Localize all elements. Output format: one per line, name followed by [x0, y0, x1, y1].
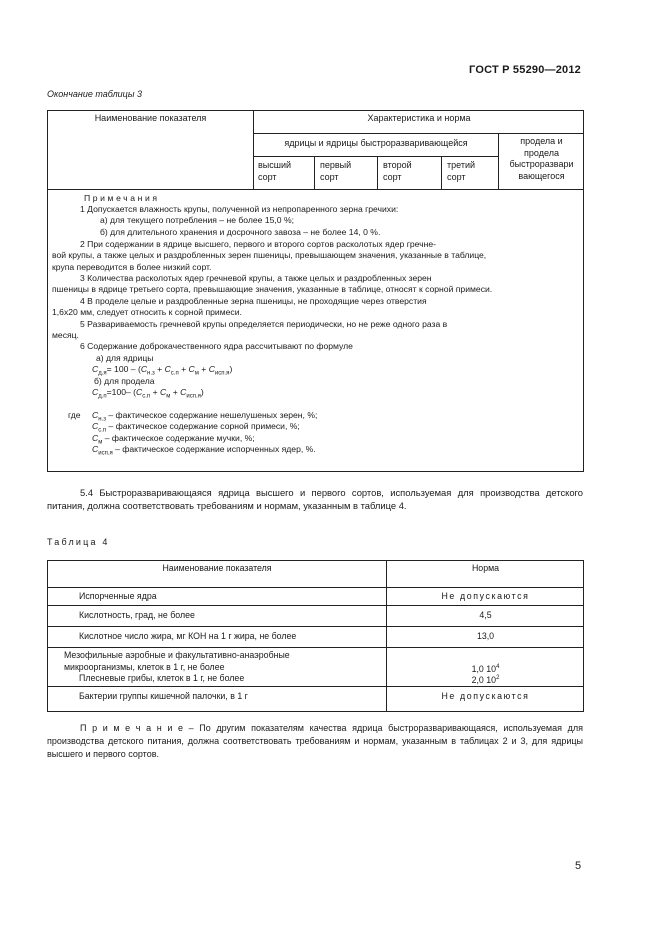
t3-grade-4 [447, 159, 475, 183]
t3-grade-3 [383, 159, 412, 183]
formula-symbol: C [159, 387, 167, 397]
formula-text: = 100 – ( [106, 364, 141, 374]
t4-row-norm: 13,0 [476, 631, 495, 641]
formula-symbol: C [164, 364, 171, 374]
t3-prodel-line4: вающегося [518, 170, 565, 181]
note-4a: 4 В проделе целые и раздробленные зерна пшеницы, не проходящие через отверстия [80, 296, 427, 306]
formula-sub: н.з [98, 416, 106, 423]
formula-symbol: C [136, 387, 143, 397]
note-6: 6 Содержание доброкачественного ядра рассчитывают по формуле [80, 341, 353, 351]
note-5a: 5 Развариваемость гречневой крупы определяется периодически, но не реже одного раза в [80, 319, 448, 329]
def-text: – фактическое содержание нешелушеных зерен, %; [108, 410, 318, 420]
def-text: – фактическое содержание сорной примеси, %; [108, 421, 300, 431]
grade-label: сорт [447, 172, 466, 182]
t3-prodel-line1: продела и [520, 136, 563, 146]
table3 [47, 110, 584, 472]
t4-col-name: Наименование показателя [162, 563, 272, 573]
table4-caption: Таблица 4 [47, 537, 110, 547]
t3-col-char: Характеристика и норма [367, 113, 471, 123]
t4-hline [48, 647, 584, 648]
t4-hline-head [48, 587, 584, 588]
where-label: где [68, 410, 81, 420]
t4-row-name-line1: Мезофильные аэробные и факультативно-анаэробные [64, 650, 290, 660]
formula-sub: исп.я [186, 393, 201, 400]
t3-vline-g2 [377, 156, 378, 189]
formula-sub: исп.я [98, 450, 113, 457]
t4-row-name: Плесневые грибы, клеток в 1 г, не более [79, 673, 245, 683]
t3-grade-2 [320, 159, 351, 183]
t4-row-norm: Не допускаются [441, 591, 530, 601]
formula-symbol: C [140, 364, 148, 374]
t3-col-name: Наименование показателя [94, 113, 207, 123]
t4-row-name: Бактерии группы кишечной палочки, в 1 г [79, 691, 248, 701]
formula-symbol: C [208, 364, 215, 374]
t4-row-name: Кислотность, град, не более [79, 610, 195, 620]
t3-hline-sub [253, 156, 498, 157]
formula-text: ) [229, 364, 233, 374]
t3-prodel-line3: быстроразвари [509, 159, 574, 169]
formula-sub: д.я [98, 370, 107, 377]
note-1a: а) для текущего потребления – не более 15,0 %; [100, 215, 294, 225]
table4 [47, 560, 584, 712]
norm-exponent: 4 [496, 664, 500, 670]
formula-symbol: C [188, 364, 195, 374]
t4-row-name: Испорченные ядра [79, 591, 157, 601]
formula-sub: с.п [98, 427, 107, 434]
formula-sub: с.п [142, 393, 151, 400]
formula-sub: м [166, 393, 171, 400]
t4-hline [48, 686, 584, 687]
note-4b: 1,6х20 мм, следует относить к сорной примеси. [52, 307, 242, 317]
formula-kernel [92, 364, 232, 377]
paragraph-text: 5.4 Быстроразваривающаяся ядрица высшего и первого сортов, используемая для производства детского питания, должна соответствовать требованиям и нормам, указанным в таблице 4. [47, 487, 583, 511]
note-text: П р и м е ч а н и е – По другим показателям качества ядрица быстроразваривающаяся, используемая для производства детского питания, должна соответствовать требованиям и нормам, указанным в таблицах 2 и 3, для ядрицы высшего и первого сортов. [47, 723, 583, 759]
grade-label: сорт [320, 172, 339, 182]
formula-symbol: C [92, 410, 99, 420]
grade-label: высший [258, 160, 292, 170]
formula-text: ) [200, 387, 204, 397]
grade-label: сорт [383, 172, 402, 182]
paragraph-5-4 [47, 486, 583, 512]
formula-sub: д.п [98, 393, 107, 400]
t4-hline [48, 605, 584, 606]
formula-symbol: C [92, 421, 99, 431]
t3-sub-kernel: ядрицы и ядрицы быстроразваривающейся [284, 138, 468, 148]
norm-value: 2,0 10 [471, 674, 497, 685]
t4-hline [48, 626, 584, 627]
note-1: 1 Допускается влажность крупы, полученной из непропаренного зерна гречихи: [80, 204, 399, 214]
t3-hline-char [253, 133, 584, 134]
grade-label: второй [383, 160, 412, 170]
page-number: 5 [575, 860, 582, 872]
formula-symbol: C [92, 364, 99, 374]
formula-sub: исп.я [214, 370, 230, 377]
grade-label: третий [447, 160, 476, 170]
grade-label: первый [320, 160, 352, 170]
formula-sub: н.з [147, 370, 155, 377]
note-1b: б) для длительного хранения и досрочного завоза – не более 14, 0 %. [100, 227, 381, 237]
t4-col-norm: Норма [471, 563, 500, 573]
t4-row-name-line2: микроорганизмы, клеток в 1 г, не более [64, 662, 225, 672]
formula-text: + [172, 387, 178, 397]
formula-prodel [92, 387, 204, 400]
document-header: ГОСТ Р 55290—2012 [469, 64, 581, 76]
note-6a: а) для ядрицы [96, 353, 154, 363]
t3-vline-g1 [314, 156, 315, 189]
t4-row-norm: Не допускаются [441, 691, 530, 701]
t3-sub-prodel [499, 136, 584, 182]
formula-text: + [157, 364, 163, 374]
def-text: – фактическое содержание испорченных ядер, %. [115, 444, 316, 454]
formula-symbol: C [92, 433, 99, 443]
formula-symbol: C [92, 444, 99, 454]
formula-sub: с.п [170, 370, 179, 377]
t4-row-norm: 4,5 [479, 610, 492, 620]
t3-vline-g3 [441, 156, 442, 189]
t3-grade-1 [258, 159, 291, 183]
t4-row-name: Кислотное число жира, мг КОН на 1 г жира, не более [79, 631, 297, 641]
note-2b: вой крупы, а также целых и раздробленных зерен пшеницы, превышающем значения, указанные в таблице, [52, 250, 487, 260]
norm-exponent: 2 [496, 675, 500, 681]
note-3b: пшеницы в ядрице третьего сорта, превышающие значения, указанные в таблице, относят к сорной примеси. [52, 284, 493, 294]
norm-value: 1,0 10 [471, 663, 497, 674]
grade-label: сорт [258, 172, 277, 182]
t3-hline-head [48, 189, 584, 190]
t4-row-norm [387, 672, 584, 686]
formula-symbol: C [92, 387, 99, 397]
def-4 [92, 444, 316, 457]
formula-sub: м [194, 370, 199, 377]
formula-text: + [181, 364, 187, 374]
note-6b: б) для продела [94, 376, 155, 386]
t3-prodel-line2: продела [524, 147, 559, 158]
note-2a: 2 При содержании в ядрице высшего, первого и второго сортов расколотых ядер гречне- [80, 239, 436, 249]
formula-text: + [201, 364, 207, 374]
def-text: – фактическое содержание мучки, %; [104, 433, 255, 443]
table4-note [47, 722, 583, 761]
formula-text: =100– ( [106, 387, 137, 397]
note-3a: 3 Количества расколотых ядер гречневой крупы, а также целых и раздробленных зерен [80, 273, 432, 283]
note-2c: крупа переводится в более низкий сорт. [52, 262, 212, 272]
note-5b: месяц. [52, 330, 79, 340]
formula-sub: м [98, 439, 103, 446]
def-2 [92, 421, 300, 434]
table3-caption: Окончание таблицы 3 [47, 89, 142, 99]
formula-text: + [152, 387, 158, 397]
formula-symbol: C [180, 387, 187, 397]
notes-title: Примечания [84, 193, 160, 203]
